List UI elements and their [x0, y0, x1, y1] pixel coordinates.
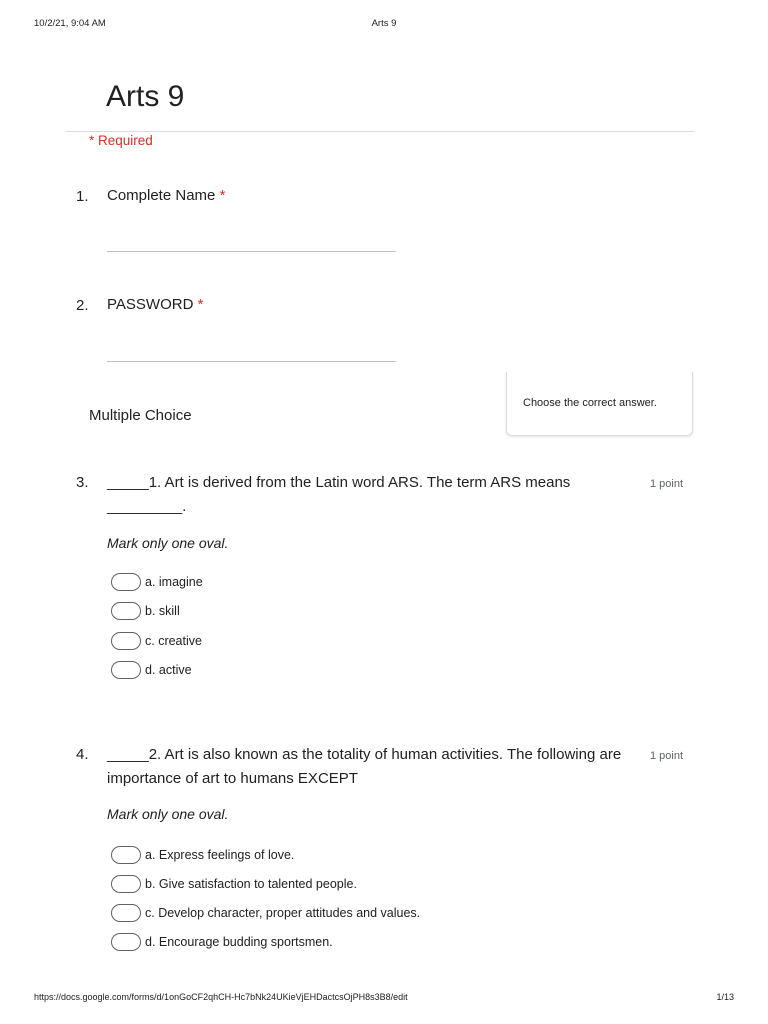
radio-oval[interactable]: [111, 846, 141, 864]
field-number: 2.: [76, 297, 89, 314]
radio-oval[interactable]: [111, 933, 141, 951]
question-instruction: Mark only one oval.: [107, 806, 229, 822]
option-label: c. Develop character, proper attitudes and values.: [145, 906, 421, 920]
question-text: [107, 743, 621, 791]
field-label-text: Complete Name: [107, 187, 216, 204]
option-label: a. Express feelings of love.: [145, 848, 295, 862]
question-text-line: _________.: [107, 498, 187, 515]
question-text-line: importance of art to humans EXCEPT: [107, 770, 358, 787]
field-label-password: [107, 293, 203, 317]
radio-option[interactable]: [111, 631, 202, 651]
radio-oval[interactable]: [111, 573, 141, 591]
radio-option[interactable]: [111, 572, 203, 592]
option-label: a. imagine: [145, 575, 203, 589]
option-label: b. skill: [145, 604, 180, 618]
print-datetime: 10/2/21, 9:04 AM: [34, 18, 106, 29]
required-asterisk: *: [219, 187, 226, 204]
title-divider: [66, 131, 694, 132]
points-label: 1 point: [650, 478, 684, 490]
radio-option[interactable]: [111, 874, 357, 894]
field-label-text: PASSWORD: [107, 296, 194, 313]
radio-oval[interactable]: [111, 875, 141, 893]
field-number: 1.: [76, 188, 89, 205]
radio-oval[interactable]: [111, 904, 141, 922]
question-number: 4.: [76, 746, 89, 763]
option-label: c. creative: [145, 634, 202, 648]
option-label: d. Encourage budding sportsmen.: [145, 935, 333, 949]
option-label: d. active: [145, 663, 192, 677]
radio-option[interactable]: [111, 932, 333, 952]
field-label-complete-name: [107, 184, 225, 208]
radio-oval[interactable]: [111, 632, 141, 650]
print-doc-title: Arts 9: [371, 18, 397, 29]
radio-oval[interactable]: [111, 602, 141, 620]
section-description: Choose the correct answer.: [523, 397, 657, 409]
points-label: 1 point: [650, 750, 684, 762]
question-number: 3.: [76, 474, 89, 491]
page-number: 1/13: [716, 992, 734, 1002]
radio-option[interactable]: [111, 660, 192, 680]
question-text-line: _____1. Art is derived from the Latin word ARS. The term ARS means: [107, 474, 571, 491]
section-title: Multiple Choice: [89, 407, 192, 424]
page-url: https://docs.google.com/forms/d/1onGoCF2qhCH-Hc7bNk24UKieVjEHDactcsOjPH8s3B8/edit: [34, 992, 408, 1002]
password-field[interactable]: [107, 361, 396, 362]
radio-option[interactable]: [111, 845, 294, 865]
question-instruction: Mark only one oval.: [107, 535, 229, 551]
radio-option[interactable]: [111, 601, 180, 621]
form-title: Arts 9: [106, 80, 185, 113]
section-description-box: [506, 372, 693, 436]
required-note: * Required: [89, 133, 153, 148]
complete-name-field[interactable]: [107, 251, 396, 252]
question-text-line: _____2. Art is also known as the totality of human activities. The following are: [107, 746, 622, 763]
radio-oval[interactable]: [111, 661, 141, 679]
question-text: [107, 471, 570, 519]
radio-option[interactable]: [111, 903, 420, 923]
required-asterisk: *: [197, 296, 204, 313]
option-label: b. Give satisfaction to talented people.: [145, 877, 357, 891]
